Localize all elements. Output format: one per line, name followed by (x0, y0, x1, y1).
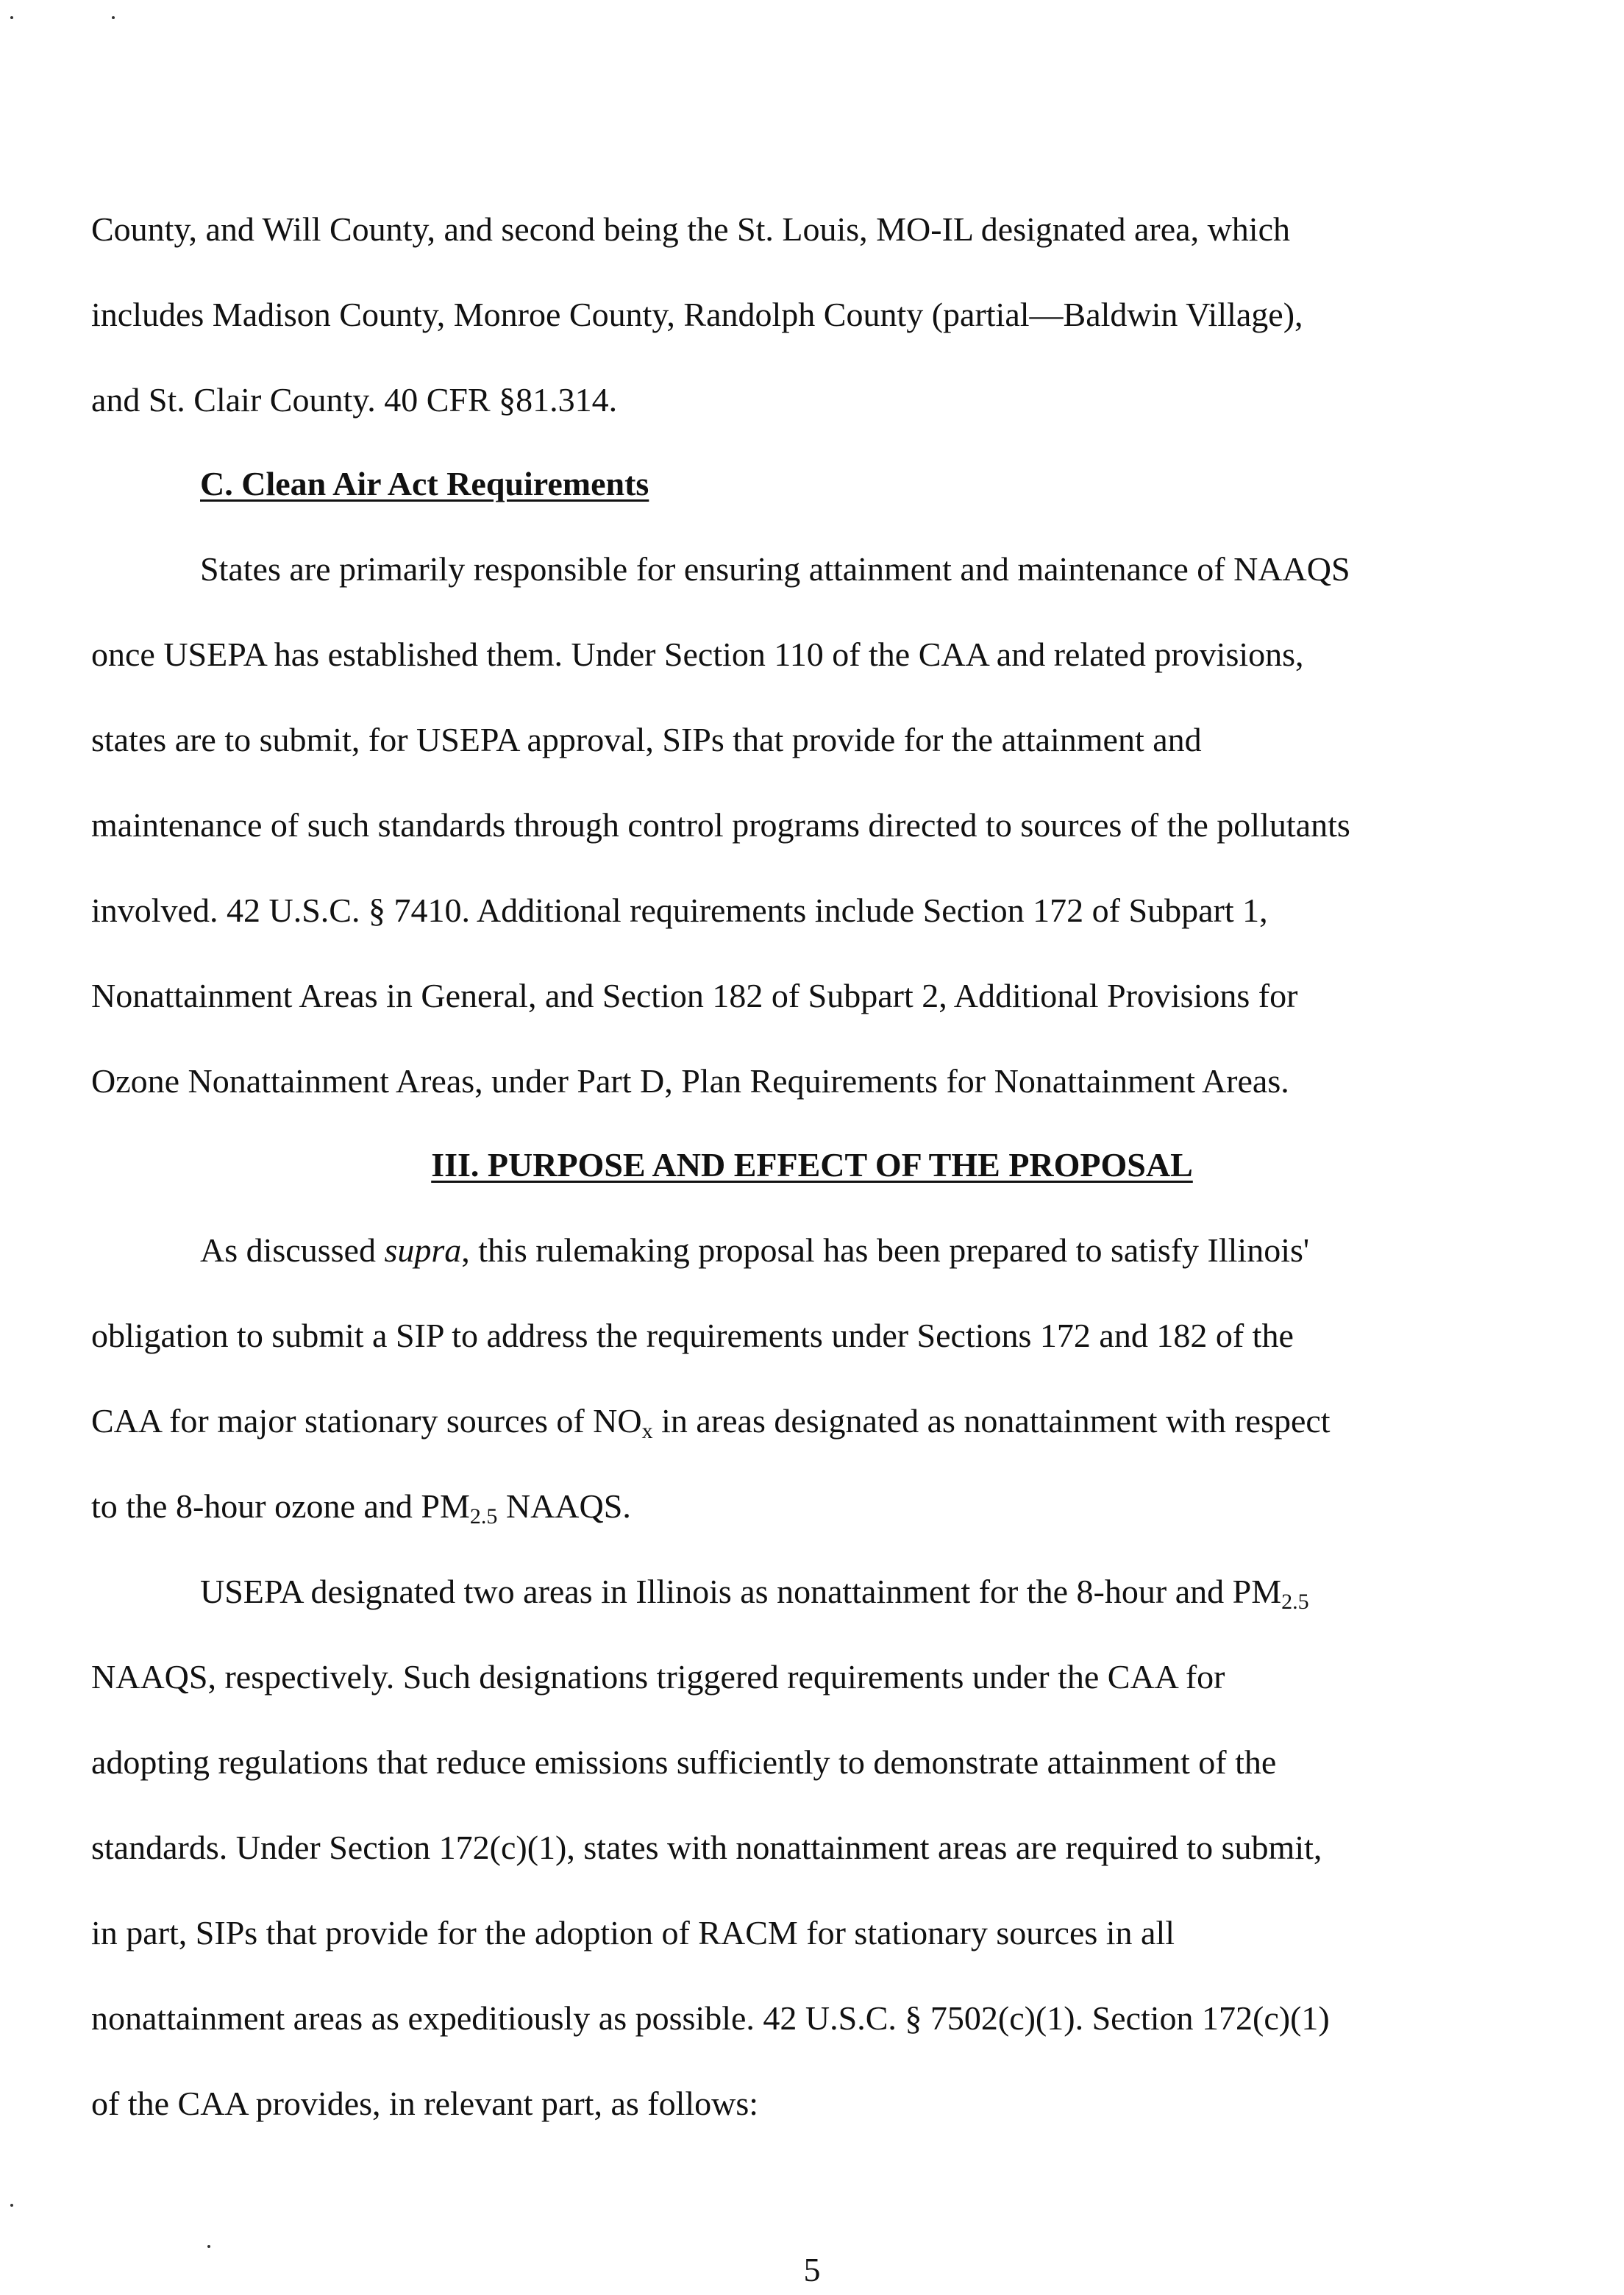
body-line: States are primarily responsible for ensuring attainment and maintenance of NAAQS (200, 550, 1350, 588)
body-line: in part, SIPs that provide for the adoption of RACM for stationary sources in all (91, 1914, 1175, 1951)
body-line: of the CAA provides, in relevant part, as follows: (91, 2085, 759, 2122)
body-line: includes Madison County, Monroe County, Randolph County (partial—Baldwin Village), (91, 296, 1303, 333)
body-line: adopting regulations that reduce emissions sufficiently to demonstrate attainment of the (91, 1743, 1277, 1781)
body-line: Nonattainment Areas in General, and Section 182 of Subpart 2, Additional Provisions for (91, 977, 1298, 1014)
page-number: 5 (803, 2251, 821, 2288)
scan-speck (10, 16, 13, 19)
body-line: CAA for major stationary sources of $NO_x$ in areas designated as nonattainment with respect (91, 1402, 1331, 1443)
subscript: x (641, 1419, 653, 1443)
section-iii-heading: III. PURPOSE AND EFFECT OF THE PROPOSAL (431, 1146, 1193, 1184)
scan-speck (10, 2204, 13, 2207)
body-line: USEPA designated two areas in Illinois as nonattainment for the 8-hour and $PM_{2.5}$ (200, 1573, 1309, 1614)
body-line: once USEPA has established them. Under Section 110 of the CAA and related provisions, (91, 636, 1304, 673)
scan-speck (112, 16, 115, 19)
section-c-heading: C. Clean Air Act Requirements (200, 465, 649, 502)
body-line: County, and Will County, and second being the St. Louis, MO-IL designated area, which (91, 210, 1290, 248)
body-line: involved. 42 U.S.C. § 7410. Additional requirements include Section 172 of Subpart 1, (91, 892, 1268, 929)
body-line: and St. Clair County. 40 CFR §81.314. (91, 381, 618, 419)
body-line: NAAQS, respectively. Such designations triggered requirements under the CAA for (91, 1658, 1225, 1696)
scan-speck (207, 2245, 210, 2248)
body-line: Ozone Nonattainment Areas, under Part D, Plan Requirements for Nonattainment Areas. (91, 1062, 1289, 1100)
italic-term: supra (384, 1231, 462, 1269)
body-line: nonattainment areas as expeditiously as possible. 42 U.S.C. § 7502(c)(1). Section 172(c)(1) (91, 1999, 1330, 2037)
body-line: to the 8-hour ozone and $PM_{2.5}$ NAAQS. (91, 1487, 631, 1529)
body-line: obligation to submit a SIP to address the requirements under Sections 172 and 182 of the (91, 1317, 1294, 1354)
subscript: 2.5 (469, 1504, 498, 1529)
body-line: standards. Under Section 172(c)(1), states with nonattainment areas are required to submit, (91, 1829, 1322, 1866)
subscript: 2.5 (1281, 1590, 1309, 1614)
body-line: As discussed supra, this rulemaking proposal has been prepared to satisfy Illinois' (200, 1231, 1310, 1269)
body-line: states are to submit, for USEPA approval, SIPs that provide for the attainment and (91, 721, 1202, 758)
body-line: maintenance of such standards through control programs directed to sources of the pollutants (91, 806, 1350, 844)
